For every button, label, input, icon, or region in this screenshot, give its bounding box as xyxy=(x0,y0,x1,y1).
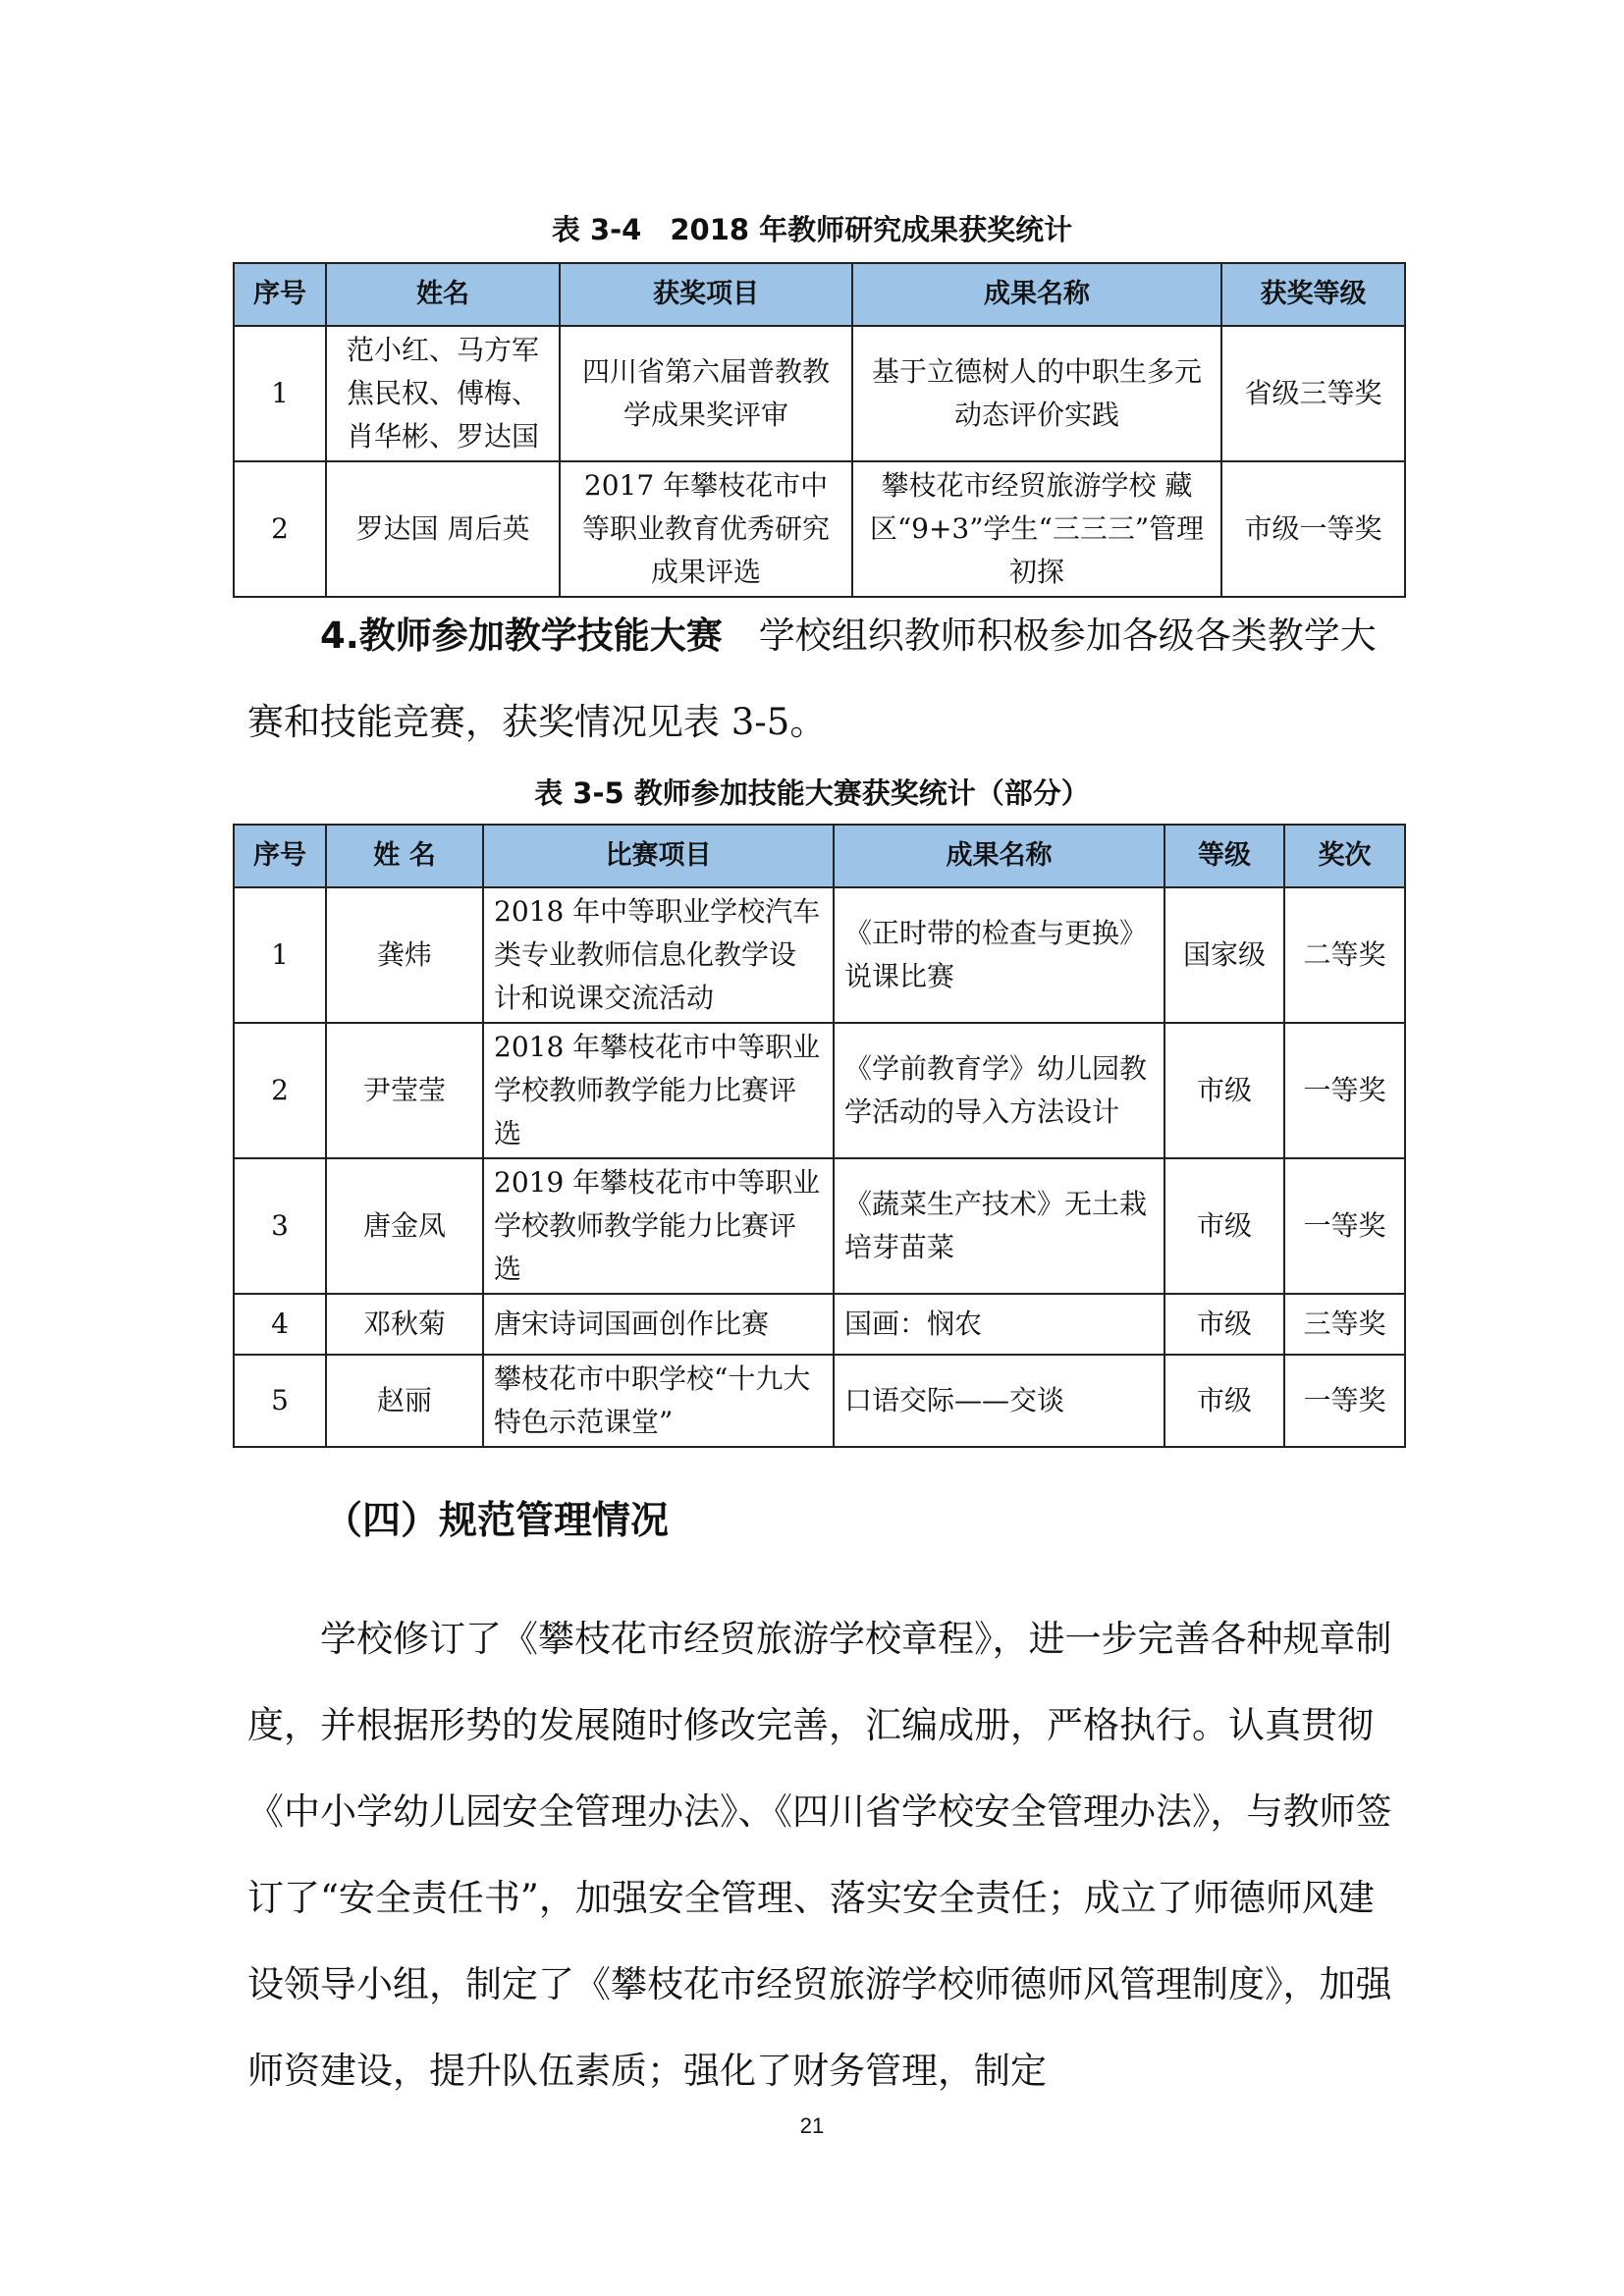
column-header: 等级 xyxy=(1164,825,1284,887)
page-number: 21 xyxy=(799,2113,825,2138)
paragraph-lead: 4.教师参加教学技能大赛 xyxy=(320,614,723,657)
cell-names: 范小红、马方军焦民权、傅梅、肖华彬、罗达国 xyxy=(326,326,560,461)
table-row xyxy=(234,1294,1405,1355)
cell-name: 邓秋菊 xyxy=(326,1294,483,1355)
table-row xyxy=(234,1158,1405,1294)
cell-contest: 2019 年攀枝花市中等职业学校教师教学能力比赛评选 xyxy=(483,1158,834,1294)
cell-index: 2 xyxy=(234,1023,326,1158)
table-row xyxy=(234,326,1405,461)
table-3-4-caption: 表 3-4 2018 年教师研究成果获奖统计 xyxy=(551,213,1073,246)
cell-grade: 市级 xyxy=(1164,1294,1284,1355)
table-row xyxy=(234,1023,1405,1158)
column-header: 获奖项目 xyxy=(560,263,852,326)
table-3-5-caption: 表 3-5 教师参加技能大赛获奖统计（部分） xyxy=(534,776,1090,810)
column-header: 姓名 xyxy=(326,263,560,326)
paragraph-skills-contest xyxy=(247,593,1394,766)
table-header-row xyxy=(234,263,1405,326)
cell-result: 《正时带的检查与更换》说课比赛 xyxy=(834,887,1164,1023)
cell-result: 《蔬菜生产技术》无土栽培芽苗菜 xyxy=(834,1158,1164,1294)
cell-grade: 市级 xyxy=(1164,1355,1284,1447)
cell-award: 三等奖 xyxy=(1284,1294,1405,1355)
cell-index: 5 xyxy=(234,1355,326,1447)
cell-name: 龚炜 xyxy=(326,887,483,1023)
column-header: 序号 xyxy=(234,825,326,887)
cell-grade: 市级 xyxy=(1164,1023,1284,1158)
cell-contest: 2018 年中等职业学校汽车类专业教师信息化教学设计和说课交流活动 xyxy=(483,887,834,1023)
cell-index: 2 xyxy=(234,461,326,597)
column-header: 获奖等级 xyxy=(1221,263,1405,326)
table-3-5 xyxy=(233,824,1406,1448)
section-heading: （四）规范管理情况 xyxy=(324,1499,670,1543)
table-header-row xyxy=(234,825,1405,887)
paragraph-management: 学校修订了《攀枝花市经贸旅游学校章程》，进一步完善各种规章制度，并根据形势的发展随时修改完善，汇编成册，严格执行。认真贯彻《中小学幼儿园安全管理办法》、《四川省学校安全管理办法》，与教师签订了“安全责任书”，加强安全管理、落实安全责任；成立了师德师风建设领导小组，制定了《攀枝花市经贸旅游学校师德师风管理制度》，加强师资建设，提升队伍素质；强化了财务管理，制定 xyxy=(247,1618,1392,2092)
table-row xyxy=(234,1355,1405,1447)
cell-grade: 市级 xyxy=(1164,1158,1284,1294)
cell-grade: 国家级 xyxy=(1164,887,1284,1023)
cell-result: 攀枝花市经贸旅游学校 藏区“9+3”学生“三三三”管理初探 xyxy=(852,461,1221,597)
cell-award: 一等奖 xyxy=(1284,1355,1405,1447)
column-header: 比赛项目 xyxy=(483,825,834,887)
table-row xyxy=(234,461,1405,597)
column-header: 姓 名 xyxy=(326,825,483,887)
cell-award: 二等奖 xyxy=(1284,887,1405,1023)
cell-index: 4 xyxy=(234,1294,326,1355)
column-header: 奖次 xyxy=(1284,825,1405,887)
cell-result: 国画：悯农 xyxy=(834,1294,1164,1355)
cell-award: 一等奖 xyxy=(1284,1023,1405,1158)
paragraph-text: 学校组织教师积极参加各级各类教学大赛和技能竞赛，获奖情况见表 3-5。 xyxy=(247,614,1377,743)
cell-result: 基于立德树人的中职生多元动态评价实践 xyxy=(852,326,1221,461)
cell-index: 1 xyxy=(234,326,326,461)
table-3-4 xyxy=(233,262,1406,598)
cell-contest: 2018 年攀枝花市中等职业学校教师教学能力比赛评选 xyxy=(483,1023,834,1158)
cell-index: 3 xyxy=(234,1158,326,1294)
cell-names: 罗达国 周后英 xyxy=(326,461,560,597)
cell-project: 2017 年攀枝花市中等职业教育优秀研究成果评选 xyxy=(560,461,852,597)
cell-name: 唐金凤 xyxy=(326,1158,483,1294)
column-header: 序号 xyxy=(234,263,326,326)
cell-contest: 唐宋诗词国画创作比赛 xyxy=(483,1294,834,1355)
column-header: 成果名称 xyxy=(834,825,1164,887)
cell-level: 市级一等奖 xyxy=(1221,461,1405,597)
column-header: 成果名称 xyxy=(852,263,1221,326)
cell-project: 四川省第六届普教教学成果奖评审 xyxy=(560,326,852,461)
cell-name: 赵丽 xyxy=(326,1355,483,1447)
table-row xyxy=(234,887,1405,1023)
cell-result: 口语交际——交谈 xyxy=(834,1355,1164,1447)
cell-level: 省级三等奖 xyxy=(1221,326,1405,461)
cell-result: 《学前教育学》幼儿园教学活动的导入方法设计 xyxy=(834,1023,1164,1158)
cell-index: 1 xyxy=(234,887,326,1023)
cell-award: 一等奖 xyxy=(1284,1158,1405,1294)
cell-contest: 攀枝花市中职学校“十九大特色示范课堂” xyxy=(483,1355,834,1447)
cell-name: 尹莹莹 xyxy=(326,1023,483,1158)
